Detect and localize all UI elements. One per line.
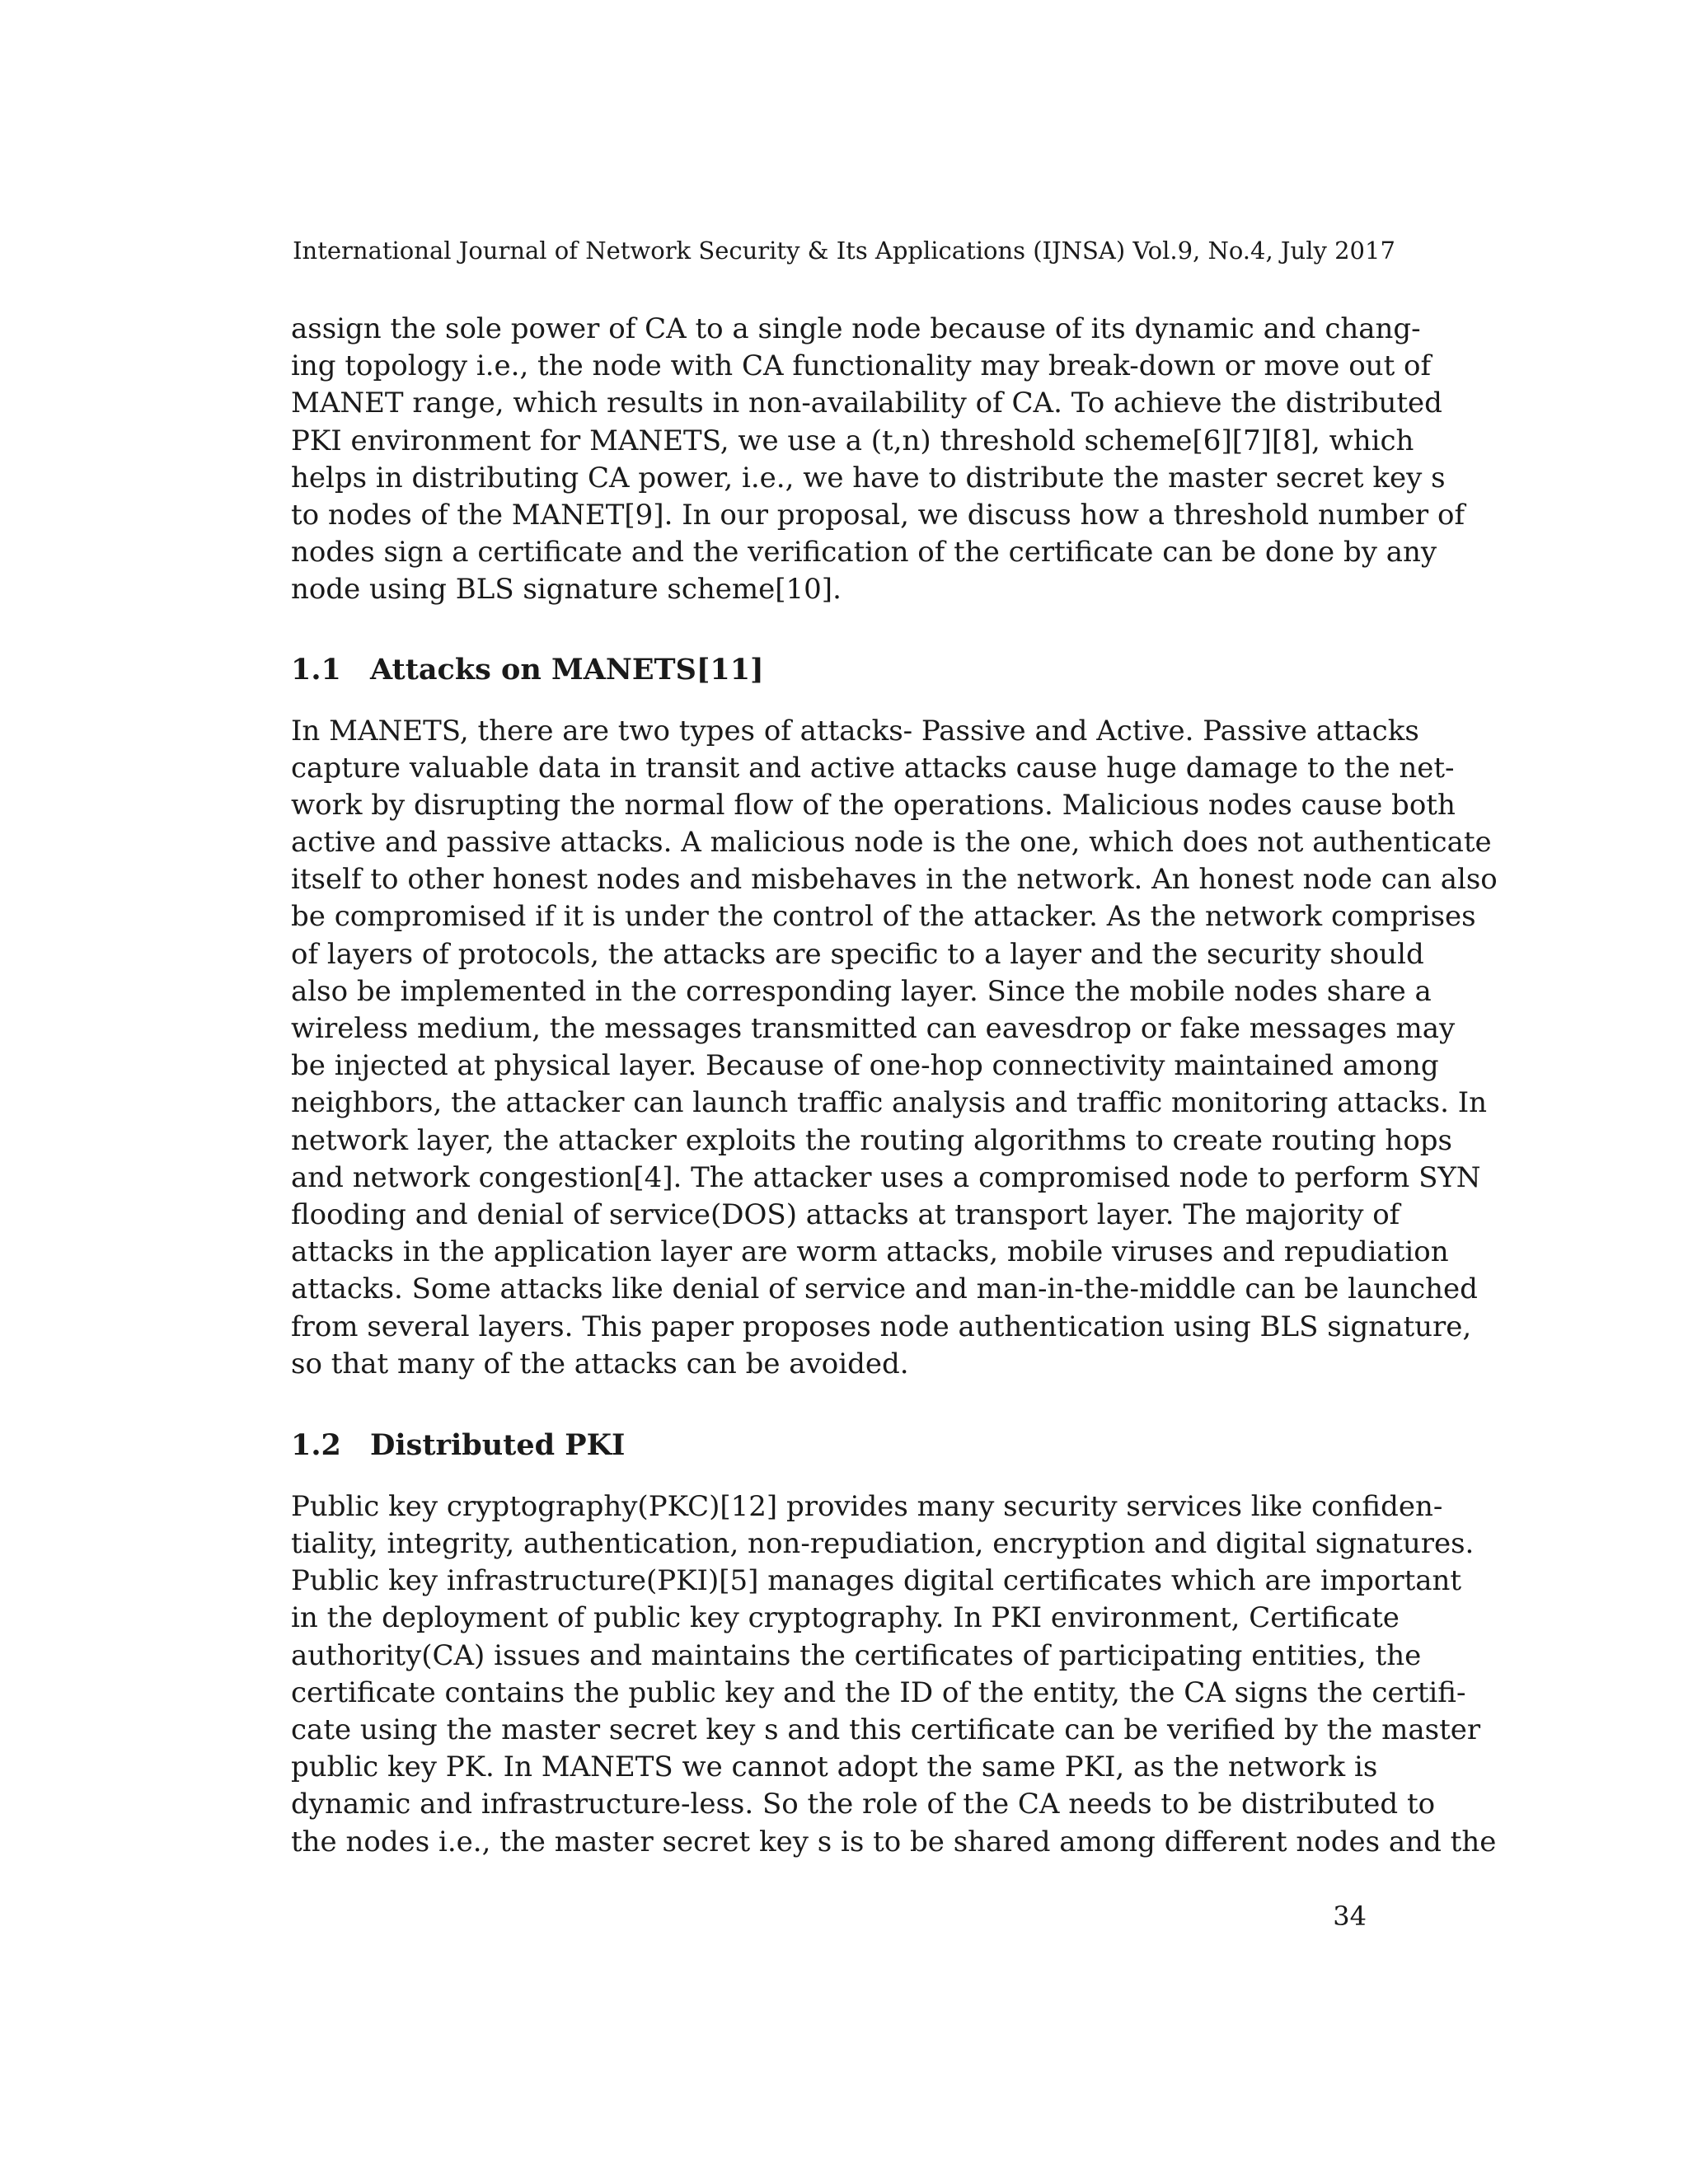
page-number: 34 xyxy=(1333,1900,1367,1932)
paragraph-line: and network congestion[4]. The attacker uses a compromised node to perform SYN xyxy=(291,1160,1481,1194)
running-header: International Journal of Network Security & Its Applications (IJNSA) Vol.9, No.4, July 2017 xyxy=(293,237,1395,265)
paragraph-line: to nodes of the MANET[9]. In our proposal, we discuss how a threshold number of xyxy=(291,498,1465,532)
paragraph-line: authority(CA) issues and maintains the certificates of participating entities, the xyxy=(291,1638,1422,1672)
intro-paragraph xyxy=(291,311,1465,609)
paragraph-line: tiality, integrity, authentication, non-repudiation, encryption and digital signatures. xyxy=(291,1527,1475,1561)
paragraph-line: certificate contains the public key and the ID of the entity, the CA signs the certifi- xyxy=(291,1675,1466,1709)
paragraph-line: of layers of protocols, the attacks are specific to a layer and the security should xyxy=(291,937,1424,971)
paragraph-line: helps in distributing CA power, i.e., we have to distribute the master secret key s xyxy=(291,461,1446,494)
paragraph-line: nodes sign a certificate and the verification of the certificate can be done by any xyxy=(291,536,1437,569)
paragraph-line: dynamic and infrastructure-less. So the role of the CA needs to be distributed to xyxy=(291,1788,1436,1821)
section-number: 1.1 xyxy=(291,652,341,687)
paragraph-line: assign the sole power of CA to a single node because of its dynamic and chang- xyxy=(291,312,1421,345)
paragraph-line: flooding and denial of service(DOS) attacks at transport layer. The majority of xyxy=(291,1197,1400,1231)
section-number: 1.2 xyxy=(291,1427,341,1462)
paragraph-line: network layer, the attacker exploits the routing algorithms to create routing hops xyxy=(291,1123,1453,1157)
paragraph-line: ing topology i.e., the node with CA functionality may break-down or move out of xyxy=(291,349,1432,383)
section-heading-1-1 xyxy=(291,650,1367,690)
paragraph-line: work by disrupting the normal flow of the operations. Malicious nodes cause both xyxy=(291,788,1456,822)
section-title: Attacks on MANETS[11] xyxy=(370,652,764,687)
paragraph-line: itself to other honest nodes and misbehaves in the network. An honest node can also xyxy=(291,863,1498,897)
distributed-pki-paragraph xyxy=(291,1488,1497,1861)
paragraph-line: active and passive attacks. A malicious node is the one, which does not authenticate xyxy=(291,826,1492,860)
paragraph-line: node using BLS signature scheme[10]. xyxy=(291,573,842,607)
paragraph-line: so that many of the attacks can be avoided. xyxy=(291,1347,909,1380)
paragraph-line: be compromised if it is under the control of the attacker. As the network comprises xyxy=(291,900,1476,934)
paragraph-line: the nodes i.e., the master secret key s is to be shared among different nodes and the xyxy=(291,1825,1497,1858)
paragraph-line: Public key infrastructure(PKI)[5] manages digital certificates which are important xyxy=(291,1564,1462,1598)
paragraph-line: neighbors, the attacker can launch traffic analysis and traffic monitoring attacks. In xyxy=(291,1086,1488,1120)
paragraph-line: attacks in the application layer are worm attacks, mobile viruses and repudiation xyxy=(291,1235,1449,1269)
paragraph-line: public key PK. In MANETS we cannot adopt the same PKI, as the network is xyxy=(291,1750,1378,1784)
paragraph-line: In MANETS, there are two types of attacks- Passive and Active. Passive attacks xyxy=(291,714,1419,748)
paragraph-line: also be implemented in the corresponding layer. Since the mobile nodes share a xyxy=(291,974,1432,1008)
section-title: Distributed PKI xyxy=(370,1427,626,1462)
section-heading-1-2 xyxy=(291,1426,1367,1465)
body-content xyxy=(291,311,1498,1861)
paragraph-line: Public key cryptography(PKC)[12] provides many security services like confiden- xyxy=(291,1489,1443,1523)
paragraph-line: capture valuable data in transit and active attacks cause huge damage to the net- xyxy=(291,751,1455,785)
paragraph-line: be injected at physical layer. Because of one-hop connectivity maintained among xyxy=(291,1049,1439,1083)
paragraph-line: cate using the master secret key s and this certificate can be verified by the master xyxy=(291,1713,1481,1746)
paragraph-line: in the deployment of public key cryptography. In PKI environment, Certificate xyxy=(291,1601,1400,1635)
attacks-paragraph xyxy=(291,713,1498,1383)
paragraph-line: MANET range, which results in non-availability of CA. To achieve the distributed xyxy=(291,387,1442,420)
paragraph-line: from several layers. This paper proposes node authentication using BLS signature, xyxy=(291,1310,1472,1343)
paragraph-line: wireless medium, the messages transmitted can eavesdrop or fake messages may xyxy=(291,1012,1456,1045)
paragraph-line: PKI environment for MANETS, we use a (t,n) threshold scheme[6][7][8], which xyxy=(291,424,1414,457)
paragraph-line: attacks. Some attacks like denial of service and man-in-the-middle can be launched xyxy=(291,1272,1478,1306)
